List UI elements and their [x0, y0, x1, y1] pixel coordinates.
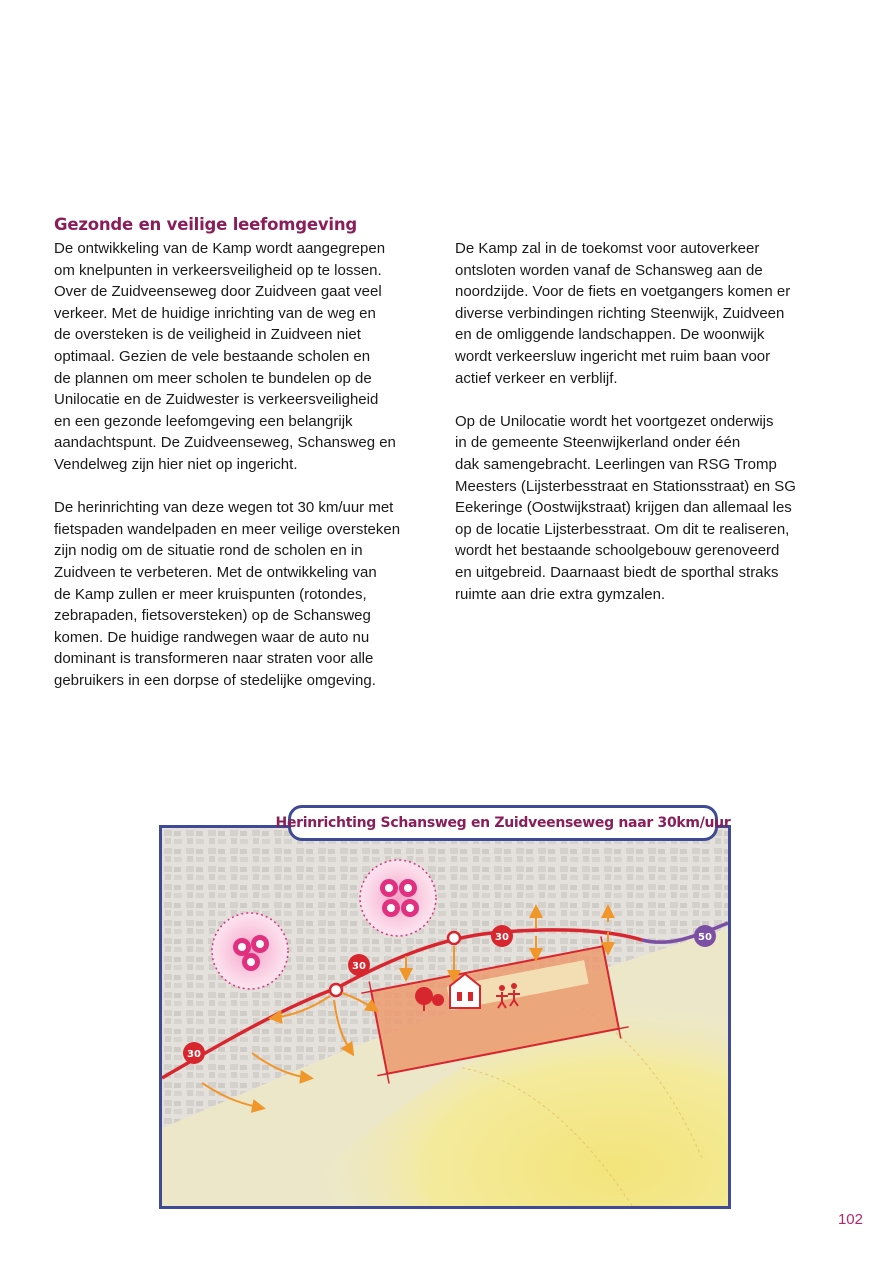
page-number: 102 — [837, 1211, 863, 1228]
text-line: diverse verbindingen richting Steenwijk, Zuidveen — [455, 304, 785, 322]
text-line: wordt verkeersluw ingericht met ruim baan voor — [455, 347, 771, 365]
speed-label: 30 — [187, 1049, 201, 1060]
speed-label: 50 — [698, 932, 712, 943]
text-line: Meesters (Lijsterbesstraat en Stationsstraat) en SG — [455, 477, 796, 495]
text-line: op de locatie Lijsterbesstraat. Om dit te realiseren, — [455, 520, 790, 538]
speed-badge — [694, 925, 716, 947]
speed-badge — [348, 954, 370, 976]
text-line: wordt het bestaande schoolgebouw gerenoveerd — [455, 542, 780, 560]
speed-badge — [183, 1042, 205, 1064]
roundabout — [448, 932, 460, 944]
text-line: Op de Unilocatie wordt het voortgezet onderwijs — [455, 412, 774, 430]
text-line: De herinrichting van deze wegen tot 30 km/uur met — [54, 499, 394, 517]
text-line: fietspaden wandelpaden en meer veilige oversteken — [54, 520, 401, 538]
text-line: optimaal. Gezien de vele bestaande scholen en — [54, 347, 371, 365]
paragraph — [455, 411, 835, 605]
text-line: de Kamp zullen er meer kruispunten (rotondes, — [54, 585, 367, 603]
text-line: aandachtspunt. De Zuidveenseweg, Schansweg en — [54, 434, 396, 452]
text-line: De Kamp zal in de toekomst voor autoverkeer — [455, 240, 760, 257]
school-cluster-icon — [212, 913, 288, 989]
text-line: Over de Zuidveenseweg door Zuidveen gaat veel — [54, 283, 382, 301]
text-line: om knelpunten in verkeersveiligheid op te lossen. — [54, 261, 382, 279]
text-line: ontsloten worden vanaf de Schansweg aan de — [455, 261, 763, 279]
school-cluster-icon — [360, 860, 436, 936]
speed-label: 30 — [352, 961, 366, 972]
text-line: De ontwikkeling van de Kamp wordt aangegrepen — [54, 240, 386, 257]
paragraph — [54, 238, 434, 476]
text-line: Zuidveen te verbeteren. Met de ontwikkeling van — [54, 563, 377, 581]
text-line: zebrapaden, fietsoversteken) op de Schansweg — [54, 607, 371, 625]
text-line: gebruikers in een dorpse of stedelijke omgeving. — [54, 671, 376, 689]
text-line: actief verkeer en verblijf. — [455, 369, 618, 387]
text-line: dominant is transformeren naar straten voor alle — [54, 650, 374, 668]
map-figure — [159, 825, 731, 1209]
text-line: in de gemeente Steenwijkerland onder één — [455, 434, 741, 452]
text-line: ruimte aan drie extra gymzalen. — [455, 585, 666, 603]
map-title: Herinrichting Schansweg en Zuidveenseweg naar 30km/uur — [288, 805, 718, 841]
roundabout — [330, 984, 342, 996]
text-line: noordzijde. Voor de fiets en voetgangers komen er — [455, 283, 791, 301]
text-line: en een gezonde leefomgeving een belangrijk — [54, 412, 353, 430]
text-line: de oversteken is de veiligheid in Zuidveen niet — [54, 326, 361, 344]
map-illustration — [162, 828, 728, 1206]
text-line: Unilocatie en de Zuidwester is verkeersveiligheid — [54, 391, 379, 409]
text-line: dak samengebracht. Leerlingen van RSG Tromp — [455, 455, 777, 473]
section-heading: Gezonde en veilige leefomgeving — [54, 215, 358, 234]
text-line: en uitgebreid. Daarnaast biedt de sporthal straks — [455, 563, 779, 581]
text-line: de plannen om meer scholen te bundelen op de — [54, 369, 372, 387]
paragraph — [54, 497, 434, 691]
text-line: verkeer. Met de huidige inrichting van de weg en — [54, 304, 376, 322]
speed-badge — [491, 925, 513, 947]
text-line: komen. De huidige randwegen waar de auto nu — [54, 628, 370, 646]
left-text-column — [54, 238, 434, 713]
text-line: Eekeringe (Oostwijkstraat) krijgen dan allemaal les — [455, 499, 792, 517]
text-line: en de omliggende landschappen. De woonwijk — [455, 326, 765, 344]
paragraph — [455, 238, 835, 389]
text-line: zijn nodig om de situatie rond de scholen en in — [54, 542, 363, 560]
speed-label: 30 — [495, 932, 509, 943]
text-line: Vendelweg zijn hier niet op ingericht. — [54, 455, 298, 473]
right-text-column — [455, 238, 835, 627]
